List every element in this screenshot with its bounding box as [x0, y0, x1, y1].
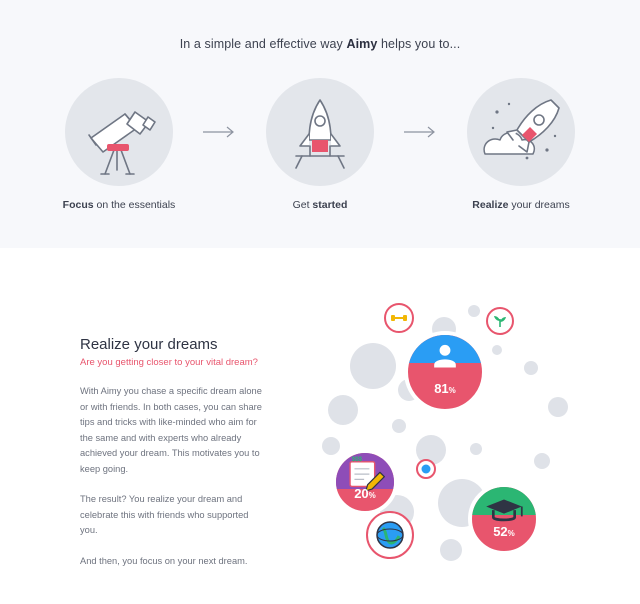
bubble-52-unit: %: [507, 529, 515, 539]
step-get-started-caption: [293, 199, 348, 211]
step-realize-caption: [472, 199, 569, 211]
intro-suffix: helps you to...: [377, 37, 461, 51]
grey-bubble: [468, 305, 480, 317]
bubble-52-value: 52: [493, 524, 508, 540]
bubble-81-label: [434, 381, 456, 396]
globe-icon: [373, 518, 407, 552]
bubble-52[interactable]: [468, 483, 540, 555]
grey-bubble: [548, 397, 568, 417]
notebook-pen-icon: [336, 453, 394, 511]
step-focus-caption: [63, 199, 176, 211]
bubble-20-value: 20: [354, 485, 369, 501]
mini-bubble-globe[interactable]: [366, 511, 414, 559]
grey-bubble: [492, 345, 502, 355]
grey-bubble: [392, 419, 406, 433]
mini-bubble-dot[interactable]: [416, 459, 436, 479]
telescope-icon: [65, 78, 173, 186]
step-focus: [42, 78, 197, 211]
steps-row: [0, 78, 640, 228]
plant-sprout-icon: [491, 312, 509, 330]
bubble-81-unit: %: [448, 385, 456, 395]
step-realize: [444, 78, 599, 211]
arrow-right-icon: [403, 125, 439, 139]
step-focus-bold: Focus: [62, 199, 94, 211]
grey-bubble: [440, 539, 462, 561]
body-paragraph-3: And then, you focus on your next dream.: [80, 555, 248, 566]
brand-name: Aimy: [346, 37, 378, 51]
bubble-81[interactable]: [404, 331, 486, 413]
rocket-flying-icon: [467, 78, 575, 186]
step-realize-bold: Realize: [472, 199, 509, 211]
intro-line: [0, 37, 640, 51]
arrow-right-icon: [202, 125, 238, 139]
arrow-1: [197, 78, 243, 186]
realize-text-column: [80, 336, 265, 569]
grey-bubble: [470, 443, 482, 455]
dumbbell-icon: [389, 308, 409, 328]
intro-prefix: In a simple and effective way: [179, 37, 347, 51]
bubble-81-value: 81: [434, 380, 449, 396]
graduation-cap-icon: [472, 487, 536, 551]
step-started-bold: started: [312, 199, 348, 211]
person-blue-icon: [408, 335, 482, 409]
steps-section: [0, 0, 640, 248]
grey-bubble: [534, 453, 550, 469]
svg-text:$$$: $$$: [351, 455, 363, 463]
step-focus-rest: on the essentials: [93, 199, 176, 211]
body-paragraph-2: The result? You realize your dream and celebrate this with friends who supported you.: [80, 494, 249, 535]
section-subheading: Are you getting closer to your vital dream?: [80, 357, 258, 368]
rocket-launchpad-icon: [266, 78, 374, 186]
grey-bubble: [350, 343, 396, 389]
body-paragraph-1: With Aimy you chase a specific dream alone or with friends. In both cases, you can share tips and tricks with like-minded who aim for the same and with experts who already achieved your dream. This motivates you to keep going.: [80, 386, 262, 474]
realize-section: [0, 248, 640, 604]
step-get-started: [243, 78, 398, 211]
bubble-20[interactable]: [332, 449, 398, 515]
bubble-52-label: [493, 524, 515, 539]
step-realize-rest: your dreams: [508, 199, 570, 211]
step-started-prefix: Get: [292, 199, 313, 211]
bubble-20-unit: %: [368, 490, 376, 500]
bubble-20-label: [354, 486, 376, 501]
arrow-2: [398, 78, 444, 186]
small-blue-dot-icon: [420, 463, 432, 475]
telescope-circle: [65, 78, 173, 186]
rocket-flying-circle: [467, 78, 575, 186]
grey-bubble: [328, 395, 358, 425]
mini-bubble-dumbbell[interactable]: [384, 303, 414, 333]
section-heading: Realize your dreams: [80, 336, 218, 353]
mini-bubble-plant[interactable]: [486, 307, 514, 335]
grey-bubble: [524, 361, 538, 375]
rocket-launchpad-circle: [266, 78, 374, 186]
bubble-chart: [320, 303, 580, 583]
